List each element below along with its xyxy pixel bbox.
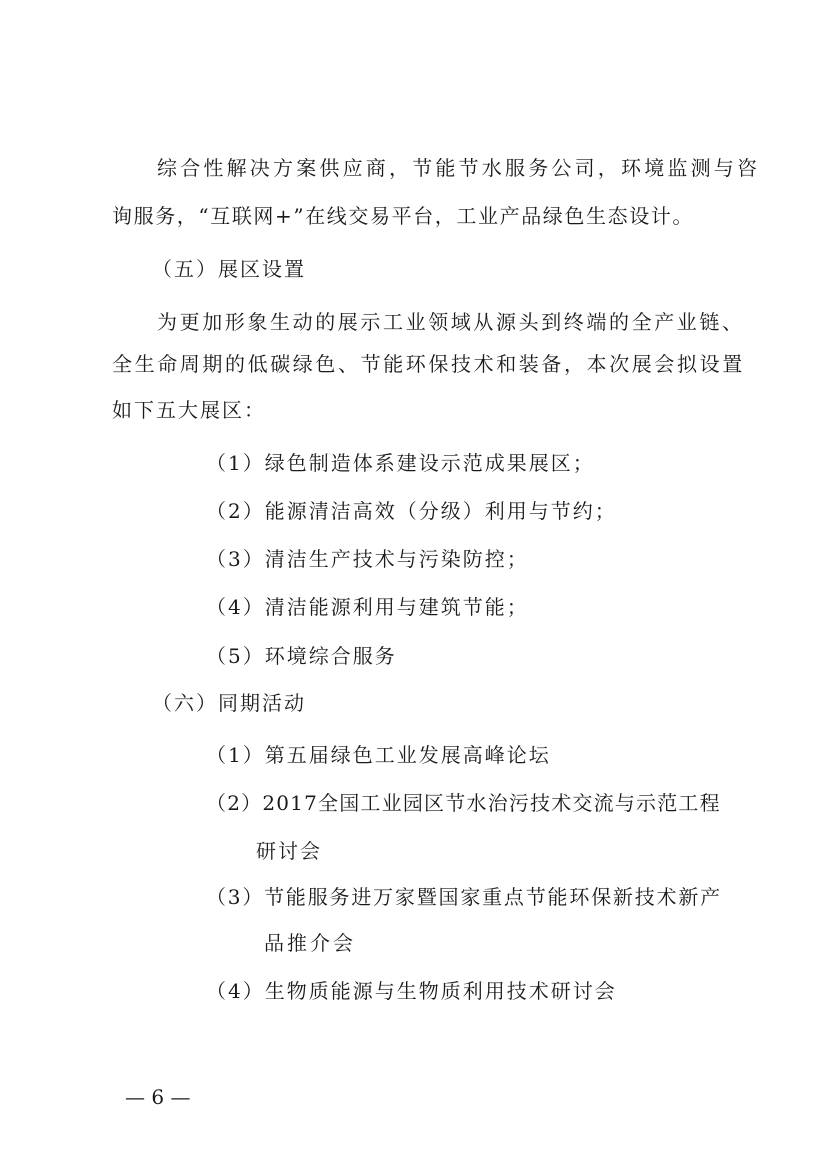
section-6-heading: （六）同期活动 xyxy=(152,691,306,715)
intro-paragraph-line-2: 询服务，“互联网+”在线交易平台，工业产品绿色生态设计。 xyxy=(112,204,695,228)
activity-list-item-2-line-1: （2）2017全国工业园区节水治污技术交流与示范工程 xyxy=(206,791,721,815)
zone-list-item-4: （4）清洁能源利用与建筑节能； xyxy=(206,595,529,619)
section-5-paragraph-line-2: 全生命周期的低碳绿色、节能环保技术和装备，本次展会拟设置 xyxy=(112,352,745,376)
section-5-paragraph-line-3: 如下五大展区： xyxy=(112,398,266,422)
activity-list-item-1: （1）第五届绿色工业发展高峰论坛 xyxy=(206,743,551,767)
zone-list-item-2: （2）能源清洁高效（分级）利用与节约； xyxy=(206,499,617,523)
section-5-paragraph-line-1: 为更加形象生动的展示工业领域从源头到终端的全产业链、 xyxy=(157,310,745,334)
zone-list-item-5: （5）环境综合服务 xyxy=(206,644,397,668)
page-number: — 6 — xyxy=(125,1085,191,1109)
activity-list-item-3-line-2: 品推介会 xyxy=(264,931,356,955)
intro-paragraph-line-1: 综合性解决方案供应商，节能节水服务公司，环境监测与咨 xyxy=(157,156,761,180)
section-5-heading: （五）展区设置 xyxy=(152,257,306,281)
zone-list-item-3: （3）清洁生产技术与污染防控； xyxy=(206,547,529,571)
zone-list-item-1: （1）绿色制造体系建设示范成果展区； xyxy=(206,451,595,475)
activity-list-item-3-line-1: （3）节能服务进万家暨国家重点节能环保新技术新产 xyxy=(206,885,722,909)
activity-list-item-2-line-2: 研讨会 xyxy=(256,839,322,863)
activity-list-item-4: （4）生物质能源与生物质利用技术研讨会 xyxy=(206,979,617,1003)
